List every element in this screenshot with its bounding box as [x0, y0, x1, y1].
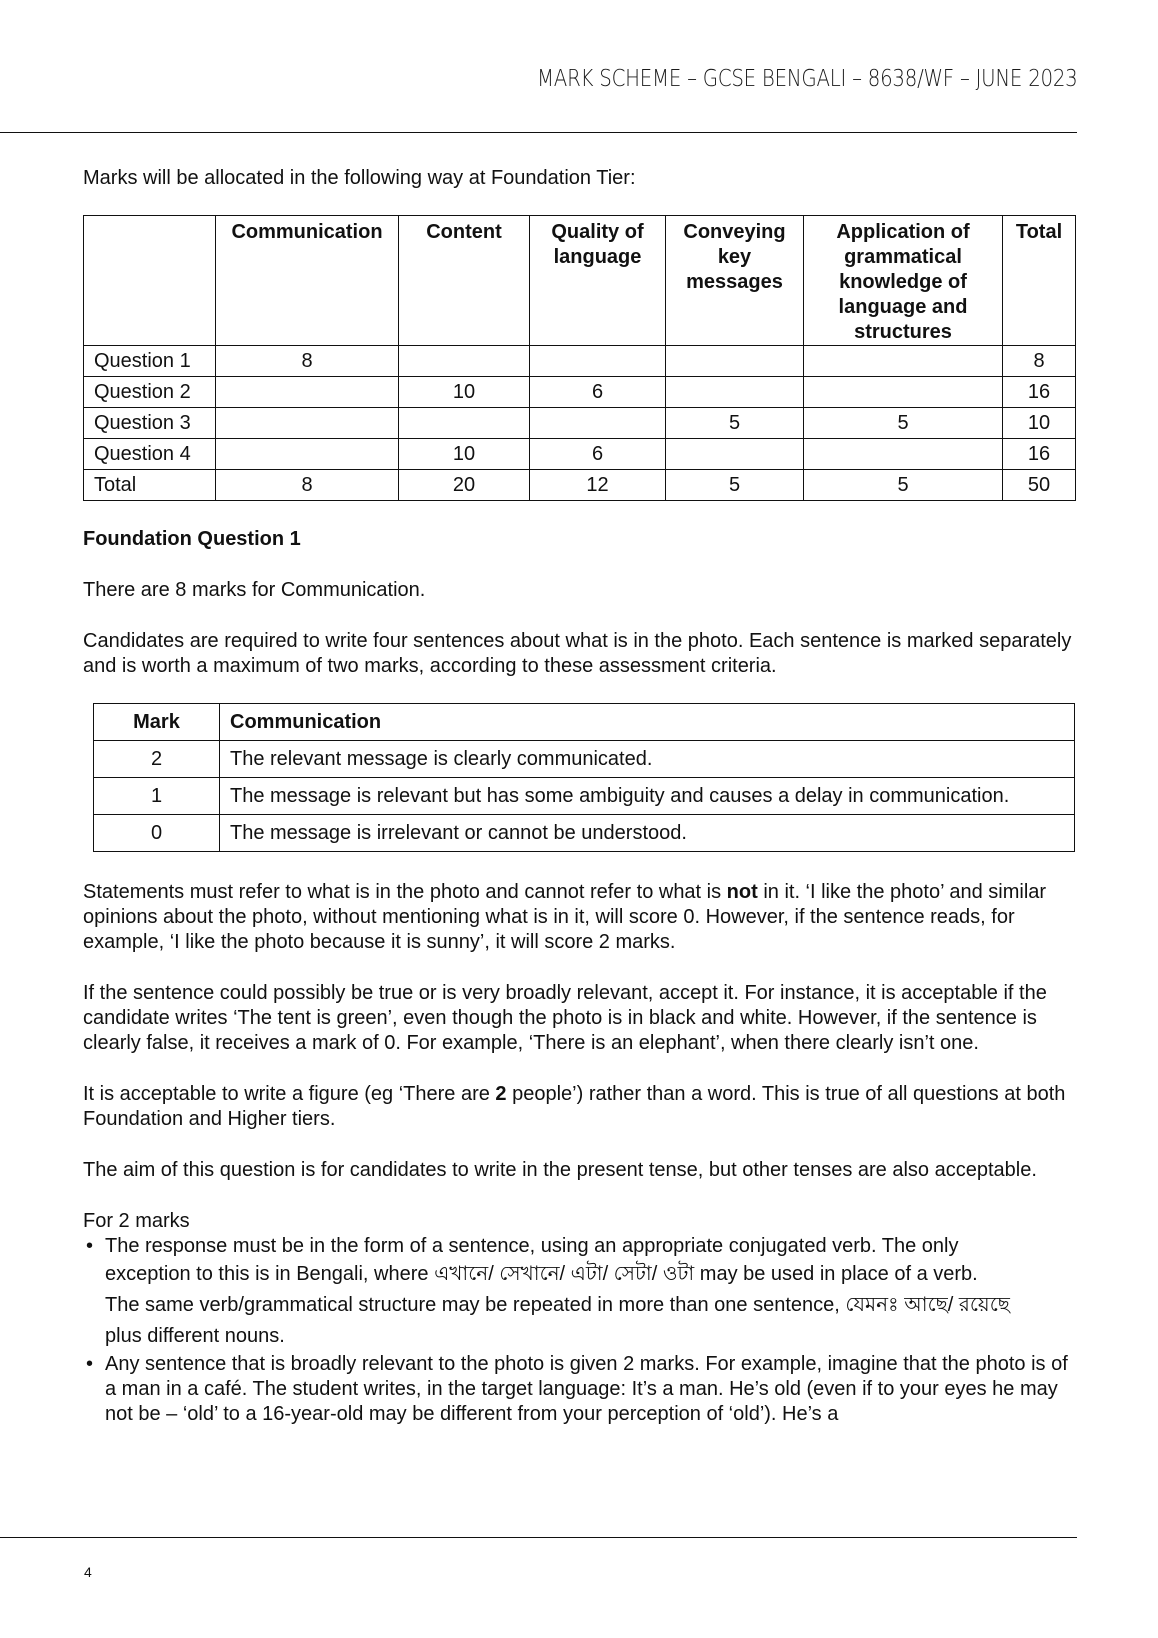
- text-line: plus different nouns.: [105, 1325, 285, 1347]
- text-line: The same verb/grammatical structure may be repeated in more than one sentence, যেমনঃ আছে/ রয়েছে: [105, 1294, 1010, 1316]
- column-header: Mark: [94, 704, 220, 741]
- list-item: [83, 1352, 1075, 1427]
- cell: [530, 346, 666, 377]
- criteria-description: The message is relevant but has some ambiguity and causes a delay in communication.: [220, 778, 1075, 815]
- paragraph-statements: [83, 880, 1075, 955]
- table-row: [84, 408, 1076, 439]
- page-content: [83, 166, 1075, 1427]
- footer-rule: [0, 1537, 1077, 1538]
- running-header: MARK SCHEME – GCSE BENGALI – 8638/WF – JUNE 2023: [537, 66, 1078, 92]
- table-row: [94, 741, 1075, 778]
- cell: 12: [530, 470, 666, 501]
- column-header: Quality of language: [530, 216, 666, 346]
- for-two-marks-label: For 2 marks: [83, 1210, 190, 1232]
- criteria-bullet-list: [83, 1234, 1075, 1427]
- marks-allocation-table: [83, 215, 1076, 501]
- criteria-description: The message is irrelevant or cannot be understood.: [220, 815, 1075, 852]
- row-label: Question 4: [84, 439, 216, 470]
- row-label: Question 3: [84, 408, 216, 439]
- table-row: [94, 815, 1075, 852]
- column-header: Content: [399, 216, 530, 346]
- cell: [216, 439, 399, 470]
- cell: 8: [1003, 346, 1076, 377]
- cell: 5: [666, 470, 804, 501]
- row-label: Question 1: [84, 346, 216, 377]
- cell: [804, 439, 1003, 470]
- column-header: Communication: [216, 216, 399, 346]
- cell: 5: [804, 470, 1003, 501]
- cell: 50: [1003, 470, 1076, 501]
- cell: [666, 346, 804, 377]
- cell: 8: [216, 346, 399, 377]
- paragraph-acceptance: If the sentence could possibly be true or is very broadly relevant, accept it. For instance, it is acceptable if the candidate writes ‘The tent is green’, even though the photo is in black and white. However, if the sentence is clearly false, it receives a mark of 0. For example, ‘There is an elephant’, when there clearly isn’t one.: [83, 982, 1047, 1054]
- text-run: people’) rather than a word. This is true of all questions at both Foundation and Higher tiers.: [83, 1083, 1066, 1130]
- cell: [399, 408, 530, 439]
- intro-text: Marks will be allocated in the following way at Foundation Tier:: [83, 167, 636, 189]
- cell: [666, 439, 804, 470]
- cell: 16: [1003, 377, 1076, 408]
- mark-value: 1: [94, 778, 220, 815]
- header-rule: [0, 132, 1077, 133]
- emphasis: not: [726, 881, 758, 903]
- column-header: Total: [1003, 216, 1076, 346]
- cell: [216, 408, 399, 439]
- cell: 5: [804, 408, 1003, 439]
- cell: 8: [216, 470, 399, 501]
- table-row: [84, 346, 1076, 377]
- column-header: Communication: [220, 704, 1075, 741]
- cell: [804, 377, 1003, 408]
- page-number: 4: [84, 1564, 92, 1580]
- cell: [216, 377, 399, 408]
- text-line: The response must be in the form of a sentence, using an appropriate conjugated verb. The only: [105, 1235, 959, 1257]
- paragraph-figure-note: [83, 1082, 1075, 1132]
- column-header: Application of grammatical knowledge of language and structures: [804, 216, 1003, 346]
- cell: [666, 377, 804, 408]
- section-heading: Foundation Question 1: [83, 528, 301, 550]
- table-header-row: [84, 216, 1076, 346]
- row-label: Total: [84, 470, 216, 501]
- cell: [530, 408, 666, 439]
- cell: 10: [399, 377, 530, 408]
- paragraph: There are 8 marks for Communication.: [83, 579, 426, 601]
- text-block: Any sentence that is broadly relevant to the photo is given 2 marks. For example, imagine that the photo is of a man in a café. The student writes, in the target language: It’s a man. He’s old (even if to your eyes he may not be – ‘old’ to a 16-year-old may be different from your perception of ‘old’). He’s a: [105, 1353, 1068, 1425]
- paragraph-tense-note: The aim of this question is for candidates to write in the present tense, but other tenses are also acceptable.: [83, 1159, 1037, 1181]
- cell: 20: [399, 470, 530, 501]
- text-run: Statements must refer to what is in the photo and cannot refer to what is: [83, 881, 727, 903]
- cell: [399, 346, 530, 377]
- list-item: [83, 1234, 1075, 1352]
- cell: 5: [666, 408, 804, 439]
- cell: 10: [399, 439, 530, 470]
- bullet-icon: •: [86, 1235, 94, 1257]
- text-run: It is acceptable to write a figure (eg ‘There are: [83, 1083, 496, 1105]
- criteria-description: The relevant message is clearly communicated.: [220, 741, 1075, 778]
- cell: 10: [1003, 408, 1076, 439]
- table-row-total: [84, 470, 1076, 501]
- table-row: [94, 778, 1075, 815]
- column-header: [84, 216, 216, 346]
- paragraph: Candidates are required to write four sentences about what is in the photo. Each sentence is marked separately and is worth a maximum of two marks, according to these assessment criteria.: [83, 630, 1072, 677]
- cell: 16: [1003, 439, 1076, 470]
- bullet-icon: •: [86, 1353, 94, 1375]
- text-line: exception to this is in Bengali, where এখানে/ সেখানে/ এটা/ সেটা/ ওটা may be used in place of a verb.: [105, 1263, 978, 1285]
- emphasis: 2: [495, 1083, 507, 1105]
- mark-value: 2: [94, 741, 220, 778]
- cell: 6: [530, 377, 666, 408]
- text-run: in it. ‘I like the photo’ and similar opinions about the photo, without mentioning what is in it, will score 0. However, if the sentence reads, for example, ‘I like the photo because it is sunny’, it will score 2 marks.: [83, 881, 1047, 953]
- column-header: Conveying key messages: [666, 216, 804, 346]
- row-label: Question 2: [84, 377, 216, 408]
- cell: [804, 346, 1003, 377]
- table-row: [84, 439, 1076, 470]
- table-header-row: [94, 704, 1075, 741]
- mark-value: 0: [94, 815, 220, 852]
- cell: 6: [530, 439, 666, 470]
- assessment-criteria-table: [93, 703, 1075, 852]
- table-row: [84, 377, 1076, 408]
